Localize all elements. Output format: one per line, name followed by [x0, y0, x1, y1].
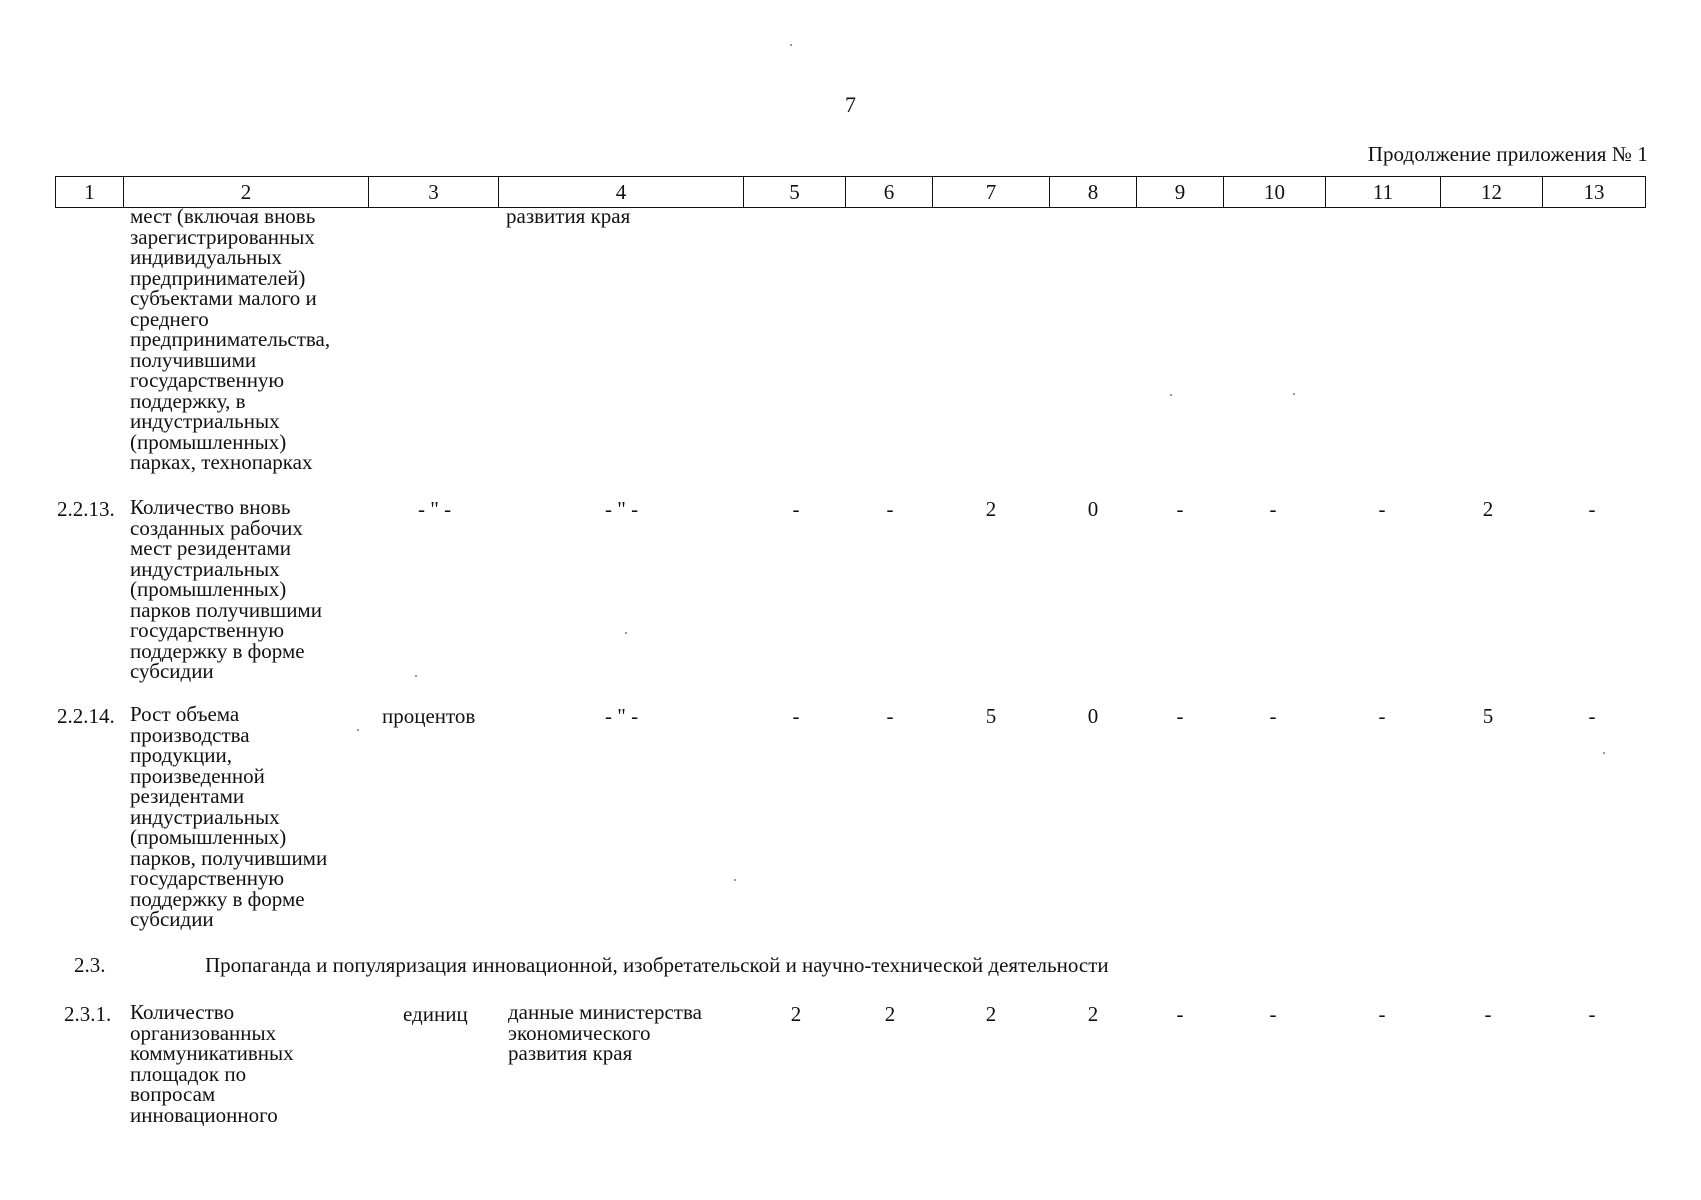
- header-col-11: 11: [1326, 177, 1441, 208]
- scan-speck: [1170, 394, 1172, 396]
- value-col-8: 2: [1087, 1002, 1099, 1026]
- value-col-9: -: [1176, 497, 1184, 521]
- value-col-10: -: [1269, 704, 1277, 728]
- value-col-7: 2: [985, 1002, 997, 1026]
- data-source: - " -: [605, 497, 639, 521]
- value-col-10: -: [1269, 497, 1277, 521]
- header-col-1: 1: [56, 177, 124, 208]
- header-col-9: 9: [1137, 177, 1224, 208]
- value-col-10: -: [1269, 1002, 1277, 1026]
- header-col-2: 2: [124, 177, 369, 208]
- value-col-9: -: [1176, 704, 1184, 728]
- header-row: [56, 177, 1646, 208]
- value-col-8: 0: [1087, 704, 1099, 728]
- value-col-6: -: [886, 497, 894, 521]
- data-source: данные министерства экономического развития края: [508, 1000, 702, 1065]
- value-col-13: -: [1588, 1002, 1596, 1026]
- page-number: 7: [845, 92, 856, 117]
- value-col-5: -: [792, 497, 800, 521]
- value-col-12: 2: [1482, 497, 1494, 521]
- scan-speck: [790, 44, 792, 46]
- value-col-12: 5: [1482, 704, 1494, 728]
- value-col-11: -: [1378, 497, 1386, 521]
- indicator-name: Количество организованных коммуникативных площадок по вопросам инновационного: [130, 1000, 294, 1127]
- scan-speck: [357, 729, 359, 731]
- value-col-13: -: [1588, 497, 1596, 521]
- unit: - " -: [418, 497, 452, 521]
- scan-speck: [625, 632, 627, 634]
- data-source: - " -: [605, 704, 639, 728]
- value-col-7: 2: [985, 497, 997, 521]
- unit: процентов: [382, 704, 476, 728]
- header-col-7: 7: [933, 177, 1050, 208]
- value-col-13: -: [1588, 704, 1596, 728]
- scan-speck: [1293, 393, 1295, 395]
- header-col-8: 8: [1050, 177, 1137, 208]
- value-col-7: 5: [985, 704, 997, 728]
- value-col-11: -: [1378, 1002, 1386, 1026]
- scan-speck: [415, 675, 417, 677]
- value-col-5: 2: [790, 1002, 802, 1026]
- data-source: развития края: [506, 204, 631, 228]
- header-col-4: 4: [499, 177, 744, 208]
- header-col-12: 12: [1441, 177, 1543, 208]
- scan-speck: [734, 879, 736, 881]
- indicator-code: 2.2.13.: [57, 497, 115, 521]
- indicator-name: Количество вновь созданных рабочих мест резидентами индустриальных (промышленных) парков получившими государственную поддержку в форме субсидии: [130, 495, 322, 683]
- continuation-label: Продолжение приложения № 1: [1367, 142, 1648, 166]
- section-code: 2.3.: [74, 953, 106, 977]
- indicator-name: мест (включая вновь зарегистрированных индивидуальных предпринимателей) субъектами малого и среднего предпринимательства, получившими государственную поддержку, в индустриальных (промышленных) парках, технопарках: [130, 204, 331, 474]
- header-col-5: 5: [744, 177, 846, 208]
- header-col-6: 6: [846, 177, 933, 208]
- value-col-11: -: [1378, 704, 1386, 728]
- indicator-code: 2.2.14.: [57, 704, 115, 728]
- unit: единиц: [403, 1002, 468, 1026]
- section-title: Пропаганда и популяризация инновационной, изобретательской и научно-технической деятельности: [205, 953, 1109, 977]
- scan-speck: [1603, 752, 1605, 754]
- indicator-name: Рост объема производства продукции, произведенной резидентами индустриальных (промышленных) парков, получившими государственную поддержку в форме субсидии: [130, 702, 328, 931]
- value-col-6: -: [886, 704, 894, 728]
- header-col-10: 10: [1224, 177, 1326, 208]
- header-col-3: 3: [369, 177, 499, 208]
- header-col-13: 13: [1543, 177, 1646, 208]
- value-col-9: -: [1176, 1002, 1184, 1026]
- value-col-5: -: [792, 704, 800, 728]
- value-col-12: -: [1484, 1002, 1492, 1026]
- indicator-code: 2.3.1.: [64, 1002, 112, 1026]
- value-col-8: 0: [1087, 497, 1099, 521]
- value-col-6: 2: [884, 1002, 896, 1026]
